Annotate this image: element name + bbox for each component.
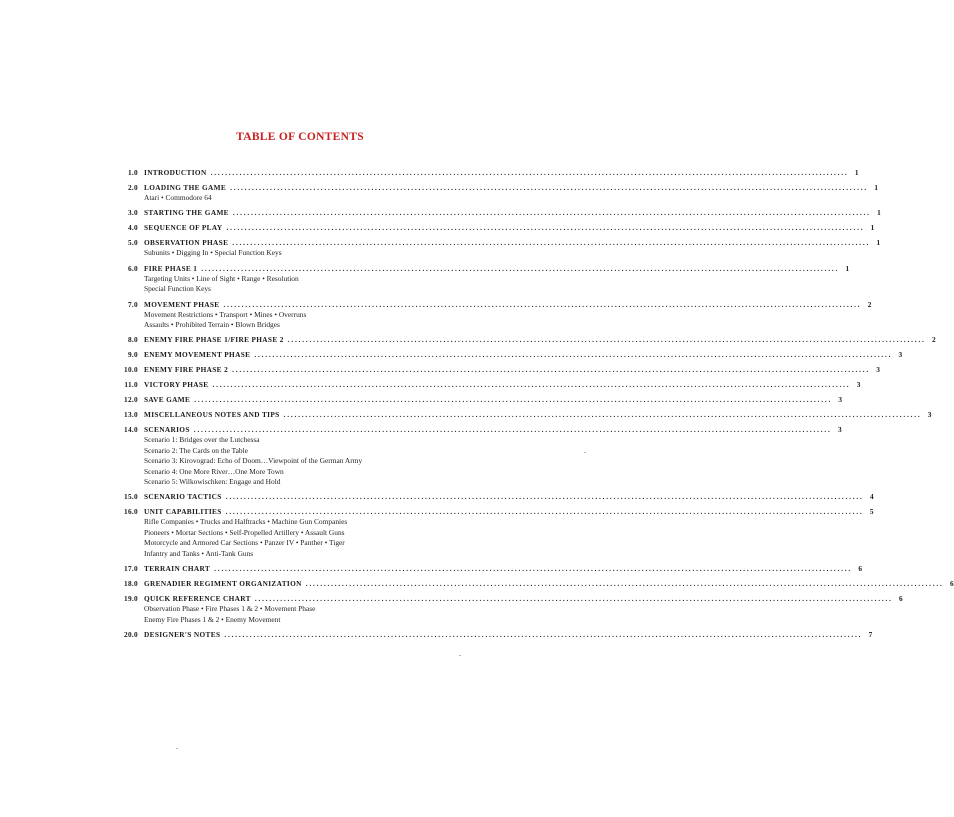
section-number: 4.0: [127, 223, 138, 233]
section-title[interactable]: ENEMY FIRE PHASE 2: [144, 365, 229, 375]
section-title[interactable]: OBSERVATION PHASE: [144, 238, 229, 248]
toc-entry-row[interactable]: [106, 222, 875, 233]
subtopic-line: Observation Phase • Fire Phases 1 & 2 • Movement Phase: [144, 604, 316, 614]
section-title[interactable]: UNIT CAPABILITIES: [144, 507, 222, 517]
dot-leader: ................................................................................................................................................................................: [254, 594, 893, 604]
page-number: 2: [867, 299, 872, 309]
section-number: 3.0: [127, 208, 138, 218]
section-title[interactable]: MOVEMENT PHASE: [144, 299, 220, 309]
subtopic-line: Scenario 5: Wilkowischken: Engage and Hold: [144, 477, 281, 487]
section-title[interactable]: STARTING THE GAME: [144, 208, 229, 218]
section-number: 17.0: [124, 564, 138, 574]
page-number: 2: [931, 335, 936, 345]
subtopic-line: Targeting Units • Line of Sight • Range • Resolution: [144, 273, 299, 283]
section-number: 1.0: [127, 168, 138, 177]
page-number: 6: [858, 564, 862, 574]
subtopic-line: Scenario 2: The Cards on the Table: [144, 445, 248, 455]
page-number: 1: [870, 223, 875, 233]
toc-entry[interactable]: [106, 364, 880, 375]
toc-entry-row[interactable]: [106, 563, 862, 574]
dot-leader: ................................................................................................................................................................................: [225, 507, 864, 517]
toc-entry[interactable]: [106, 207, 881, 218]
section-number: 10.0: [124, 365, 138, 375]
section-title[interactable]: SEQUENCE OF PLAY: [144, 223, 223, 233]
section-title[interactable]: FIRE PHASE 1: [144, 263, 198, 273]
subtopic-line: Movement Restrictions • Transport • Mines • Overruns: [144, 309, 307, 319]
toc-entry-row[interactable]: [106, 334, 936, 345]
page-number: 1: [874, 183, 878, 192]
section-number: 20.0: [124, 629, 138, 639]
subtopic-line: Enemy Fire Phases 1 & 2 • Enemy Movement: [144, 614, 281, 624]
subtopic-line: Rifle Companies • Trucks and Halftracks • Machine Gun Companies: [144, 517, 348, 527]
page-number: 3: [927, 410, 932, 420]
dot-leader: ................................................................................................................................................................................: [201, 263, 840, 273]
dot-leader: ................................................................................................................................................................................: [212, 380, 851, 390]
section-title[interactable]: SCENARIO TACTICS: [144, 492, 222, 502]
section-title[interactable]: ENEMY MOVEMENT PHASE: [144, 350, 251, 360]
page-number: 4: [869, 492, 874, 502]
toc-entry[interactable]: [106, 563, 862, 574]
section-number: 2.0: [127, 183, 138, 192]
page-number: 1: [845, 263, 850, 273]
section-title[interactable]: LOADING THE GAME: [144, 183, 227, 192]
toc-entry[interactable]: [106, 222, 875, 233]
section-number: 8.0: [127, 335, 138, 345]
page-title: TABLE OF CONTENTS: [236, 131, 364, 143]
page-number: 3: [898, 350, 903, 360]
toc-entry[interactable]: [106, 629, 873, 640]
toc-entry[interactable]: [106, 491, 874, 502]
toc-entry-row[interactable]: [106, 593, 903, 604]
toc-entry-row[interactable]: [106, 364, 880, 375]
subtopic-line: Assaults • Prohibited Terrain • Blown Bridges: [144, 320, 280, 330]
subtopic-line: Scenario 3: Kirovograd: Echo of Doom…Viewpoint of the German Army: [144, 456, 363, 466]
section-title[interactable]: TERRAIN CHART: [144, 564, 211, 574]
toc-entry[interactable]: [106, 424, 842, 487]
subtopic-line: Atari • Commodore 64: [144, 193, 212, 202]
dot-leader: ................................................................................................................................................................................: [305, 579, 944, 589]
section-number: 9.0: [127, 350, 138, 360]
toc-entry[interactable]: [106, 349, 903, 360]
toc-entry[interactable]: [106, 394, 843, 405]
subtopic-line: Infantry and Tanks • Anti-Tank Guns: [144, 548, 254, 558]
dot-leader: ................................................................................................................................................................................: [193, 425, 832, 435]
toc-entry[interactable]: [106, 379, 861, 390]
toc-entry[interactable]: [106, 237, 881, 258]
toc-entry-row[interactable]: [106, 629, 873, 640]
section-number: 13.0: [124, 410, 138, 420]
table-of-contents: [106, 167, 954, 644]
toc-entry[interactable]: [106, 167, 859, 178]
toc-entry-row[interactable]: [106, 299, 872, 310]
dot-leader: ................................................................................................................................................................................: [194, 395, 833, 405]
subtopic-line: Pioneers • Mortar Sections • Self-Propelled Artillery • Assault Guns: [144, 527, 345, 537]
section-number: 18.0: [124, 579, 138, 589]
page-number: 6: [899, 594, 903, 604]
page-number: 3: [838, 395, 843, 405]
toc-entry-row[interactable]: [106, 207, 881, 218]
subtopic-line: Motorcycle and Armored Car Sections • Panzer IV • Panther • Tiger: [144, 538, 345, 548]
dot-leader: ................................................................................................................................................................................: [225, 492, 864, 502]
section-number: 7.0: [127, 299, 138, 309]
toc-entry-row[interactable]: [106, 491, 874, 502]
toc-entry-row[interactable]: [106, 349, 903, 360]
page-number: 1: [877, 208, 881, 218]
toc-entry[interactable]: [106, 593, 903, 625]
toc-entry-row[interactable]: [106, 578, 954, 589]
page-number: 6: [949, 579, 954, 589]
toc-entry-row[interactable]: [106, 424, 842, 435]
section-number: 6.0: [127, 263, 138, 273]
section-title[interactable]: ENEMY FIRE PHASE 1/FIRE PHASE 2: [144, 335, 284, 345]
section-title[interactable]: GRENADIER REGIMENT ORGANIZATION: [144, 579, 302, 589]
section-number: 11.0: [124, 380, 138, 390]
dot-leader: ................................................................................................................................................................................: [232, 365, 870, 375]
toc-entry[interactable]: [106, 263, 850, 295]
subtopic-line: Subunits • Digging In • Special Function Keys: [144, 248, 282, 258]
page-number: 3: [876, 365, 880, 375]
page-number: 7: [868, 629, 873, 639]
section-title[interactable]: MISCELLANEOUS NOTES AND TIPS: [144, 410, 280, 420]
scan-speck: [176, 748, 178, 749]
dot-leader: ................................................................................................................................................................................: [224, 629, 863, 639]
dot-leader: ................................................................................................................................................................................: [226, 223, 865, 233]
toc-entry-row[interactable]: [106, 394, 843, 405]
section-title[interactable]: VICTORY PHASE: [144, 380, 209, 390]
toc-entry[interactable]: [106, 506, 874, 559]
page-number: 1: [876, 238, 881, 248]
toc-entry[interactable]: [106, 182, 878, 203]
section-title[interactable]: SAVE GAME: [144, 395, 191, 405]
section-title[interactable]: DESIGNER'S NOTES: [144, 629, 221, 639]
toc-entry-row[interactable]: [106, 167, 859, 178]
toc-entry-row[interactable]: [106, 182, 878, 193]
section-title[interactable]: INTRODUCTION: [144, 168, 207, 177]
toc-entry-row[interactable]: [106, 506, 874, 517]
toc-entry[interactable]: [106, 299, 872, 331]
dot-leader: ................................................................................................................................................................................: [230, 183, 868, 192]
section-number: 12.0: [124, 395, 138, 405]
section-number: 19.0: [124, 594, 138, 604]
section-number: 16.0: [124, 507, 138, 517]
toc-entry-row[interactable]: [106, 237, 881, 248]
page-number: 3: [856, 380, 861, 390]
dot-leader: ................................................................................................................................................................................: [232, 238, 871, 248]
page-number: 5: [869, 507, 874, 517]
subtopic-line: Scenario 4: One More River…One More Town: [144, 466, 284, 476]
dot-leader: ................................................................................................................................................................................: [232, 208, 871, 218]
section-title[interactable]: SCENARIOS: [144, 425, 190, 435]
subtopic-line: Scenario 1: Bridges over the Lutchessa: [144, 435, 260, 445]
dot-leader: ................................................................................................................................................................................: [254, 350, 893, 360]
toc-entry-row[interactable]: [106, 379, 861, 390]
section-number: 15.0: [124, 492, 138, 502]
toc-entry[interactable]: [106, 578, 954, 589]
toc-entry[interactable]: [106, 334, 936, 345]
toc-entry-row[interactable]: [106, 409, 932, 420]
dot-leader: ................................................................................................................................................................................: [223, 299, 862, 309]
dot-leader: ................................................................................................................................................................................: [214, 564, 852, 574]
page-number: 1: [854, 168, 859, 177]
page-number: 3: [837, 425, 842, 435]
scan-speck: [459, 655, 461, 656]
toc-entry[interactable]: [106, 409, 932, 420]
dot-leader: ................................................................................................................................................................................: [287, 335, 926, 345]
dot-leader: ................................................................................................................................................................................: [210, 168, 849, 177]
section-number: 5.0: [127, 238, 138, 248]
dot-leader: ................................................................................................................................................................................: [283, 410, 922, 420]
toc-entry-row[interactable]: [106, 263, 850, 274]
section-title[interactable]: QUICK REFERENCE CHART: [144, 594, 251, 604]
scan-speck: [584, 452, 586, 453]
section-number: 14.0: [124, 425, 138, 435]
subtopic-line: Special Function Keys: [144, 284, 211, 294]
